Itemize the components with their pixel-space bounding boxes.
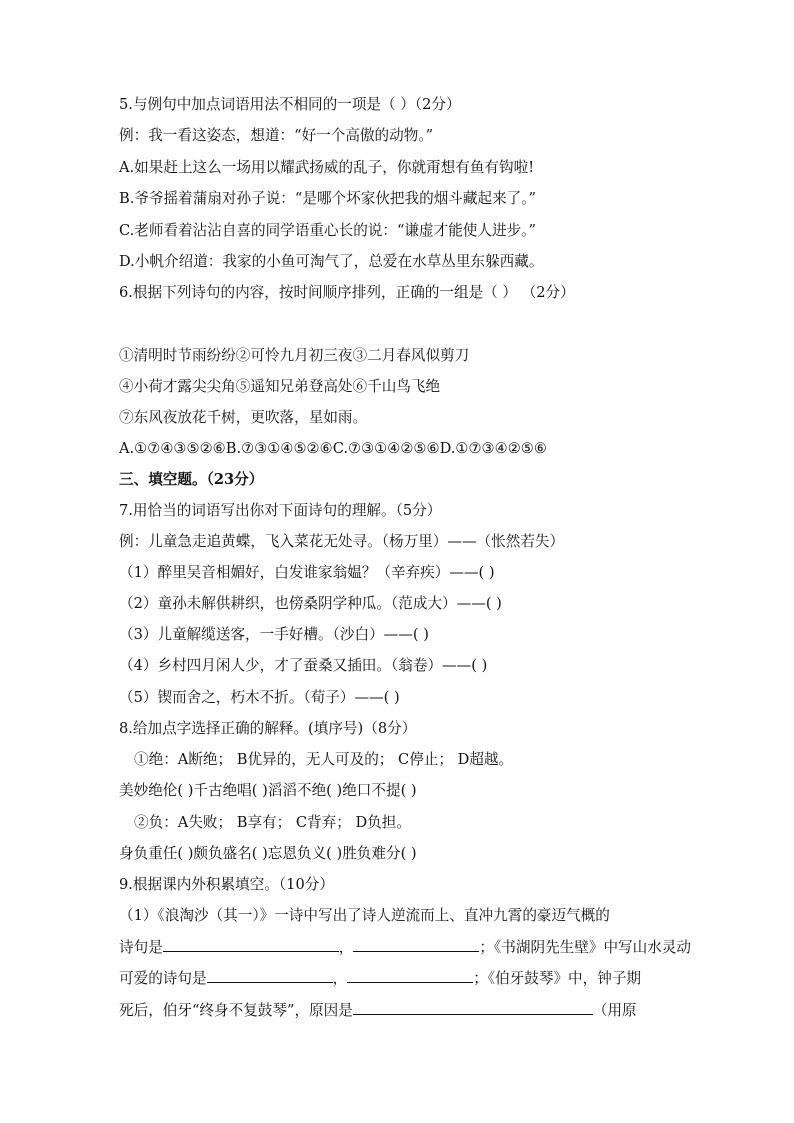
q6-poem-line-2: ④小荷才露尖尖角⑤遥知兄弟登高处⑥千山鸟飞绝 — [119, 378, 441, 395]
q8-jue-items: 美妙绝伦( )千古绝唱( )滔滔不绝( )绝口不提( ) — [119, 782, 417, 799]
q7-example: 例：儿童急走追黄蝶，飞入菜花无处寻。（杨万里）——（怅然若失） — [119, 533, 565, 550]
q5-option-a: A.如果赶上这么一场用以耀武扬威的乱子，你就甭想有鱼有钩啦! — [119, 159, 535, 176]
q8-fu-items: 身负重任( )颇负盛名( )忘恩负义( )胜负难分( ) — [119, 845, 417, 862]
q9-paragraph-line-1: （1）《浪淘沙（其一）》一诗中写出了诗人逆流而上、直冲九霄的豪迈气概的 — [119, 907, 610, 924]
q6-poem-line-1: ①清明时节雨纷纷②可怜九月初三夜③二月春风似剪刀 — [119, 347, 470, 364]
answer-blank[interactable] — [163, 937, 339, 952]
q9-text: ；《伯牙鼓琴》中，钟子期 — [473, 970, 642, 987]
q5-title: 5.与例句中加点词语用法不相同的一项是（ ）（2分） — [119, 96, 461, 113]
q8-title: 8.给加点字选择正确的解释。(填序号)（8分） — [119, 720, 417, 737]
q7-item-5: （5）锲而舍之，朽木不折。（荀子）——( ) — [119, 689, 400, 706]
section-3-heading: 三、填空题。（23分） — [119, 471, 264, 488]
q9-text: 诗句是 — [119, 939, 163, 956]
q9-paragraph-line-3 — [119, 968, 641, 989]
answer-blank[interactable] — [353, 1000, 593, 1015]
answer-blank[interactable] — [347, 968, 473, 983]
q9-title: 9.根据课内外积累填空。（10分） — [119, 876, 334, 893]
q9-text: 死后，伯牙“终身不复鼓琴”，原因是 — [119, 1002, 353, 1019]
q7-item-3: （3）儿童解缆送客，一手好槽。（沙白）——( ) — [119, 626, 429, 643]
answer-blank[interactable] — [207, 968, 333, 983]
q5-option-d: D.小帆介绍道：我家的小鱼可淘气了，总爱在水草丛里东躲西藏。 — [119, 253, 544, 270]
q9-text: ， — [338, 939, 354, 956]
q7-title: 7.用恰当的词语写出你对下面诗句的理解。（5分） — [119, 502, 442, 519]
q9-paragraph-line-2 — [119, 937, 691, 958]
q9-text: （用原 — [592, 1002, 637, 1019]
q9-text: ；《书湖阴先生壁》中写山水灵动 — [479, 939, 692, 956]
q7-item-2: （2）童孙未解供耕织，也傍桑阴学种瓜。（范成大）——( ) — [119, 595, 502, 612]
q5-example: 例：我一看这姿态，想道：“好一个高傲的动物。” — [119, 127, 434, 144]
answer-blank[interactable] — [353, 937, 479, 952]
q9-text: 可爱的诗句是 — [119, 970, 207, 987]
q7-item-4: （4）乡村四月闲人少，才了蚕桑又插田。（翁卷）——( ) — [119, 657, 488, 674]
q7-item-1: （1）醉里吴音相媚好，白发谁家翁媪？（辛弃疾）——( ) — [119, 564, 495, 581]
q5-option-c: C.老师看着沾沾自喜的同学语重心长的说：“谦虚才能使人进步。” — [119, 222, 536, 239]
q6-poem-line-3: ⑦东风夜放花千树，更吹落，星如雨。 — [119, 409, 368, 426]
q6-answers: A.①⑦④③⑤②⑥B.⑦③①④⑤②⑥C.⑦③①④②⑤⑥D.①⑦③④②⑤⑥ — [119, 440, 547, 457]
q8-fu-definitions: ②负：A失败； B享有； C背弃； D负担。 — [134, 814, 411, 831]
q8-jue-definitions: ①绝：A断绝； B优异的，无人可及的； C停止； D超越。 — [134, 751, 514, 768]
q9-paragraph-line-4 — [119, 1000, 637, 1021]
q9-text: ， — [332, 970, 348, 987]
q6-title: 6.根据下列诗句的内容，按时间顺序排列，正确的一组是（ ） （2分） — [119, 284, 575, 301]
q5-option-b: B.爷爷摇着蒲扇对孙子说：“是哪个坏家伙把我的烟斗藏起来了。” — [119, 190, 537, 207]
